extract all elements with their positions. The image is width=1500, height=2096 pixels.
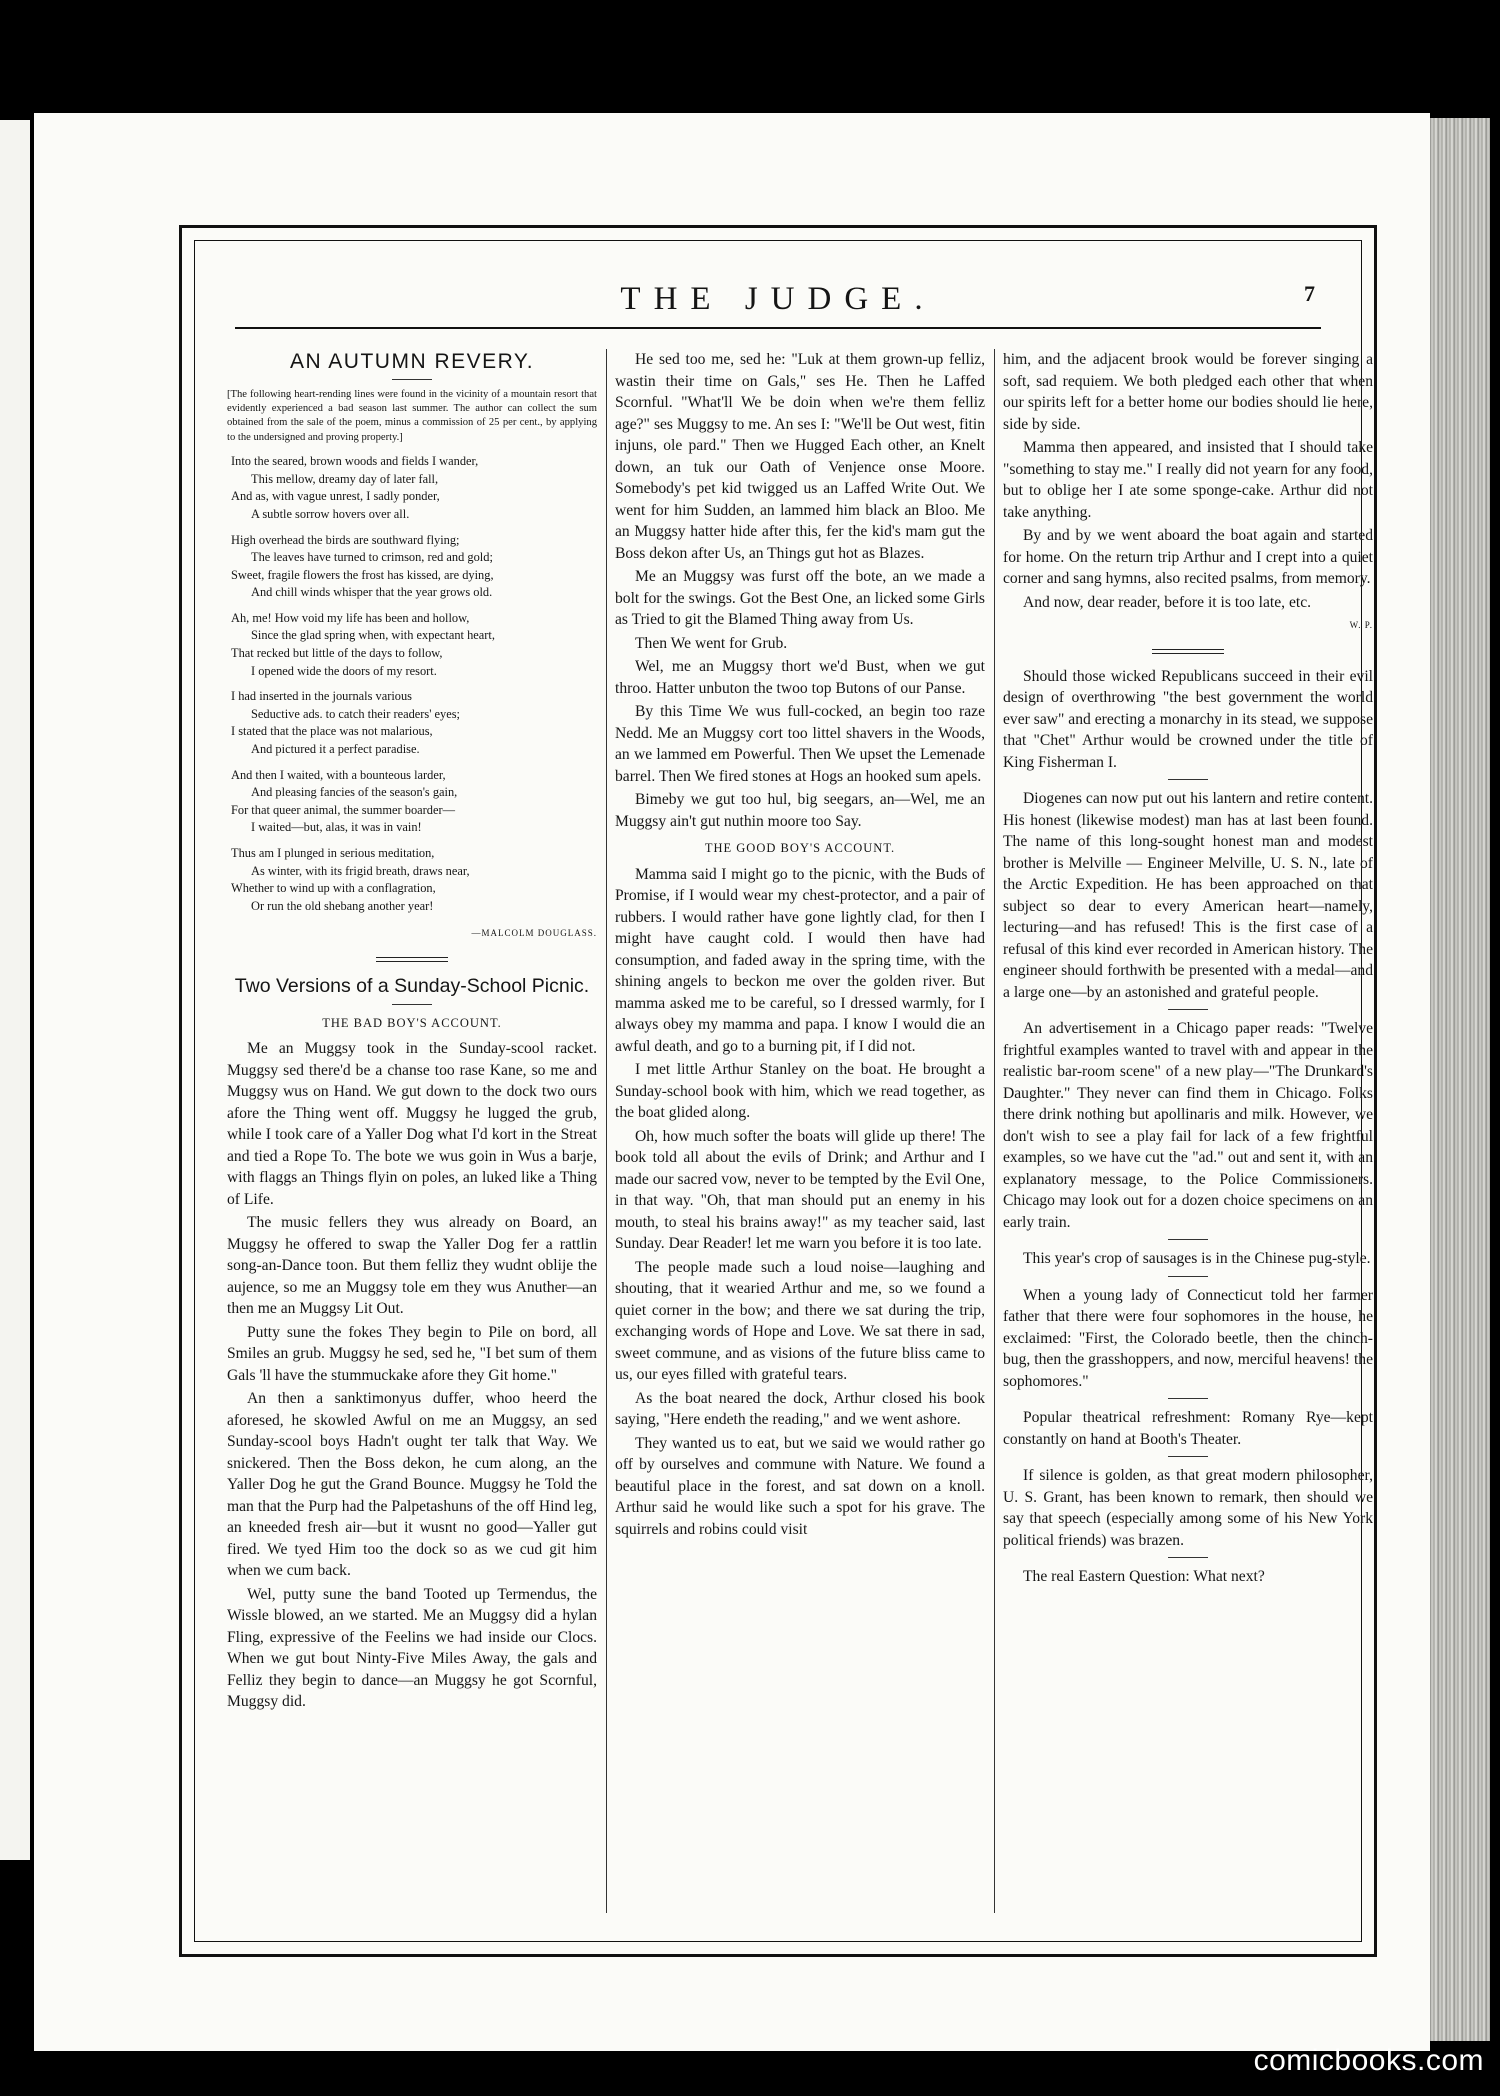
short-rule (1168, 1276, 1208, 1277)
poem-line: And chill winds whisper that the year grows old. (251, 585, 493, 600)
bad-boy-heading: THE BAD BOY'S ACCOUNT. (322, 1015, 502, 1030)
article-paragraph: Putty sune the fokes They begin to Pile on bord, all Smiles an grub. Muggsy he sed, sed he, "I bet sum of them Gals 'll have the stummuckake afore they Git home." (227, 1323, 597, 1384)
poem-line: Whether to wind up with a conflagration, (231, 881, 436, 896)
autumn-revery-note: [The following heart-rending lines were found in the vicinity of a mountain resort that evidently experienced a bad season last summer. The author can collect the sum obtained from the sale of the poem, minus a commission of 25 per cent., by applying to the undersigned and proving property.] (227, 388, 597, 443)
poem-line: Or run the old shebang another year! (251, 898, 434, 913)
article-paragraph: By and by we went aboard the boat again and started for home. On the return trip Arthur and I crept into a quiet corner and sang hymns, also recited psalms, from memory. (1003, 527, 1373, 587)
article-paragraph: Mamma said I might go to the picnic, with the Buds of Promise, if I would wear my chest-protector, and a pair of rubbers. I would rather have gone lightly clad, for then I might have caught cold. I would then have had consumption, and faded away in the spring time, with the shining angels to beckon me over the golden river. But mamma asked me to be careful, so I dressed warmly, for I always obey my mamma and papa. I know I would die an awful death, and go to a burning pit, if I did not. (615, 865, 985, 1055)
article-paragraph: An then a sanktimonyus duffer, whoo heerd the aforesed, he skowled Awful on me an Muggsy, an sed Sunday-scool boys Hadn't ought ter talk that Way. We snickered. Then the Boss dekon, he cum along, an the Yaller Dog he gut the Grand Bounce. Muggsy he Told the man that the Purp had the Palpetashuns of the off Hind leg, an kneeded fresh air—but it wusnt no good—Yaller gut fired. We tyed Him too the dock so as we cud git him when we cum back. (227, 1390, 597, 1580)
poem-line: I had inserted in the journals various (231, 689, 412, 704)
poem-line: A subtle sorrow hovers over all. (251, 506, 410, 521)
poem-stanza (231, 688, 597, 758)
poem-line: The leaves have turned to crimson, red and gold; (251, 550, 493, 565)
short-rule (392, 1004, 432, 1005)
article-paragraph: him, and the adjacent brook would be forever singing a soft, sad requiem. We both pledged each other that when our spirits left for a better home our bodies should lie here, side by side. (1003, 351, 1373, 433)
poem-stanza (231, 610, 597, 680)
article-paragraph: Bimeby we gut too hul, big seegars, an—Wel, me an Muggsy ain't gut nuthin moore too Say. (615, 791, 985, 830)
poem-signature: —MALCOLM DOUGLASS. (471, 928, 597, 939)
article-paragraph: Me an Muggsy took in the Sunday-scool racket. Muggsy sed there'd be a chanse too rase Kane, so me and Muggsy wus on Hand. We gut down to the dock two ours afore the Thing went off. Muggsy he lugged the grub, while I took care of a Yaller Dog what I'd kort in the Streat and tied a Rope To. The bote we wus goin in Wus a barje, with flaggs an Things flyin on poles, an luked like a Thing of Life. (227, 1040, 597, 1208)
article-paragraph: Wel, putty sune the band Tooted up Termendus, the Wissle blowed, an we started. Me an Muggsy did a hylan Fling, expressive of the Feelins we had inside our Clocs. When we gut bout Ninty-Five Miles Away, the gals and Felliz they begin to dance—an Muggsy he got Scornful, Muggsy did. (227, 1585, 597, 1711)
news-item: An advertisement in a Chicago paper reads: "Twelve frightful examples wanted to travel with and appear in the realistic bar-room scene" of a new play—"The Drunkard's Daughter." They never can find them in Chicago. Folks there drink nothing but apollinaris and milk. However, we don't wish to see a play fail for lack of a few frightful examples, so we have cut the "ad." out and sent it, with an explanatory message, to the Police Commissioners. Chicago may look out for a dozen choice specimens on an early train. (1003, 1020, 1373, 1231)
news-item: When a young lady of Connecticut told her farmer father that there were four sophomores in the house, he exclaimed: "First, the Colorado beetle, then the chinch-bug, then the grasshoppers, and now, merciful heavens! the sophomores." (1003, 1286, 1373, 1390)
poem-line: And pleasing fancies of the season's gain, (251, 785, 458, 800)
article-paragraph: Mamma then appeared, and insisted that I should take "something to stay me." I really did not yearn for any food, but to oblige her I ate some sponge-cake. Arthur did not take anything. (1003, 439, 1373, 521)
article-paragraph: I met little Arthur Stanley on the boat. He brought a Sunday-school book with him, which we read together, as the boat glided along. (615, 1061, 985, 1121)
site-watermark: comicbooks.com (1253, 2044, 1484, 2077)
column-right (1003, 349, 1373, 1919)
poem-line: That recked but little of the days to follow, (231, 646, 443, 661)
autumn-revery-title: AN AUTUMN REVERY. (289, 350, 535, 373)
poem-line: Into the seared, brown woods and fields I wander, (231, 454, 479, 469)
article-paragraph: He sed too me, sed he: "Luk at them grown-up felliz, wastin their time on Gals," ses He. Then he Laffed Scornful. "What'll We be doin when we're them felliz age?" ses Muggsy to me. An ses I: "We'll be Out west, fitin injuns, ole pard." Then we Hugged Each other, an Knelt down, an tuk our Oath of Venjence onse Moore. Somebody's pet kid twigged us an Laffed Write Out. We went for him Sudden, an lammed him black an Bloo. Me an Muggsy hatter hide after this, fer the kid's mam gut the Boss dekon after Us, an Things gut hot as Blazes. (615, 351, 985, 562)
short-rule (1168, 1239, 1208, 1240)
poem-line: Since the glad spring when, with expectant heart, (251, 628, 495, 643)
news-item: Diogenes can now put out his lantern and retire content. His honest (likewise modest) man has at last been found. The name of this long-sought honest man and modest brother is Melville — Engineer Melville, U. S. N., late of the Arctic Expedition. He has been approached on that subject so dear to every American heart—namely, lecturing—and has refused! This is the first case of a refusal of this kind ever recorded in American history. The engineer should forthwith be presented with a medal—and a large one—by an astonished and grateful people. (1003, 790, 1373, 1001)
masthead (235, 277, 1321, 329)
article-paragraph: As the boat neared the dock, Arthur closed his book saying, "Here endeth the reading," and we went ashore. (615, 1389, 985, 1428)
poem-line: High overhead the birds are southward flying; (231, 532, 460, 547)
masthead-title: THE JUDGE. (620, 281, 936, 317)
column-middle (615, 349, 985, 1919)
section-separator (1152, 649, 1224, 654)
news-item: If silence is golden, as that great modern philosopher, U. S. Grant, has been known to remark, then should we say that speech (especially among some of his New York political friends) was brazen. (1003, 1467, 1373, 1549)
poem-line: Sweet, fragile flowers the frost has kissed, are dying, (231, 567, 494, 582)
column-left (227, 349, 597, 1919)
article-paragraph: Then We went for Grub. (635, 634, 788, 652)
page-border (179, 225, 1377, 1957)
poem-line: Thus am I plunged in serious meditation, (231, 846, 435, 860)
article-paragraph: By this Time We wus full-cocked, an begin too raze Nedd. Me an Muggsy cort too littel shavers in the Woods, an we lammed em Powerful. Then We upset the Lemenade barrel. Then We fired stones at Hogs an hooked sum apels. (615, 703, 985, 785)
article-paragraph: Wel, me an Muggsy thort we'd Bust, when we gut throo. Hatter unbuton the twoo top Butons of our Panse. (615, 658, 985, 697)
poem-stanza (231, 845, 597, 915)
column-divider (606, 349, 607, 1913)
poem-line: I opened wide the doors of my resort. (251, 663, 437, 678)
news-item: The real Eastern Question: What next? (1023, 1568, 1265, 1585)
article-paragraph: The music fellers they wus already on Board, an Muggsy he offered to swap the Yaller Dog fer a rattlin song-an-Dance toon. But them felliz they wudnt oblije the aujence, so me an Muggsy tole em they wus Anuther—an then me an Muggsy Lit Out. (227, 1214, 597, 1318)
article-paragraph: The people made such a loud noise—laughing and shouting, that it wearied Arthur and me, so we found a quiet corner in the bow; and there we sat during the trip, exchanging words of Hope and Love. We sat there in sad, sweet commune, and as visions of the future bliss came to us, our eyes filled with grateful tears. (615, 1258, 985, 1383)
news-item: Should those wicked Republicans succeed in their evil design of overthrowing "the best government the world ever saw" and erecting a monarchy in its stead, we suppose that "Chet" Arthur would be crowned under the title of King Fisherman I. (1003, 667, 1373, 771)
short-rule (1168, 1557, 1208, 1558)
column-divider (994, 349, 995, 1913)
poem-line: This mellow, dreamy day of later fall, (251, 471, 439, 486)
news-item: This year's crop of sausages is in the Chinese pug-style. (1023, 1250, 1371, 1267)
poem-line: And pictured it a perfect paradise. (251, 742, 420, 757)
picnic-title: Two Versions of a Sunday-School Picnic. (234, 974, 590, 997)
poem-line: And as, with vague unrest, I sadly ponder, (231, 489, 440, 504)
article-paragraph: Oh, how much softer the boats will glide up there! The book told all about the evils of Drink; and Arthur and I made our sacred vow, never to be tempted by the Evil One, in that way. "Oh, that man should put an enemy in his mouth, to steal his brains away!" as my teacher said, last Sunday. Dear Reader! let me warn you before it is too late. (615, 1127, 985, 1252)
short-rule (392, 379, 432, 380)
poem-stanza (231, 453, 597, 523)
good-boy-heading: THE GOOD BOY'S ACCOUNT. (704, 841, 896, 855)
poem-stanza (231, 767, 597, 837)
short-rule (1168, 1009, 1208, 1010)
poem-line: Seductive ads. to catch their readers' eyes; (251, 706, 461, 721)
poem-line: As winter, with its frigid breath, draws near, (251, 863, 470, 878)
poem-line: I waited—but, alas, it was in vain! (251, 820, 422, 835)
article-paragraph: Me an Muggsy was furst off the bote, an we made a bolt for the swings. Got the Best One, an licked some Girls as Tried to git the Blamed Thing away from Us. (615, 568, 985, 628)
news-item: Popular theatrical refreshment: Romany Rye—kept constantly on hand at Booth's Theater. (1003, 1409, 1373, 1448)
section-separator (376, 957, 448, 962)
page-inner-border (194, 240, 1373, 1942)
poem-line: And then I waited, with a bounteous larder, (231, 767, 446, 782)
newspaper-page (34, 113, 1430, 2051)
article-signature: W. P. (1349, 620, 1373, 630)
poem-line: I stated that the place was not malarious, (231, 724, 433, 739)
page-number: 7 (1304, 281, 1315, 306)
book-page-edges (1430, 118, 1490, 2041)
poem-stanza (231, 532, 597, 602)
article-paragraph: And now, dear reader, before it is too late, etc. (1023, 593, 1312, 611)
poem-line: For that queer animal, the summer boarder— (231, 802, 455, 817)
short-rule (1168, 779, 1208, 780)
facing-page-edge (0, 120, 30, 1860)
poem-line: Ah, me! How void my life has been and hollow, (231, 610, 470, 625)
short-rule (1168, 1398, 1208, 1399)
short-rule (1168, 1456, 1208, 1457)
article-paragraph: They wanted us to eat, but we said we would rather go off by ourselves and commune with Nature. We found a beautiful place in the forest, and sat down on a knoll. Arthur said he would like such a spot for his grave. The squirrels and robins could visit (615, 1434, 985, 1538)
